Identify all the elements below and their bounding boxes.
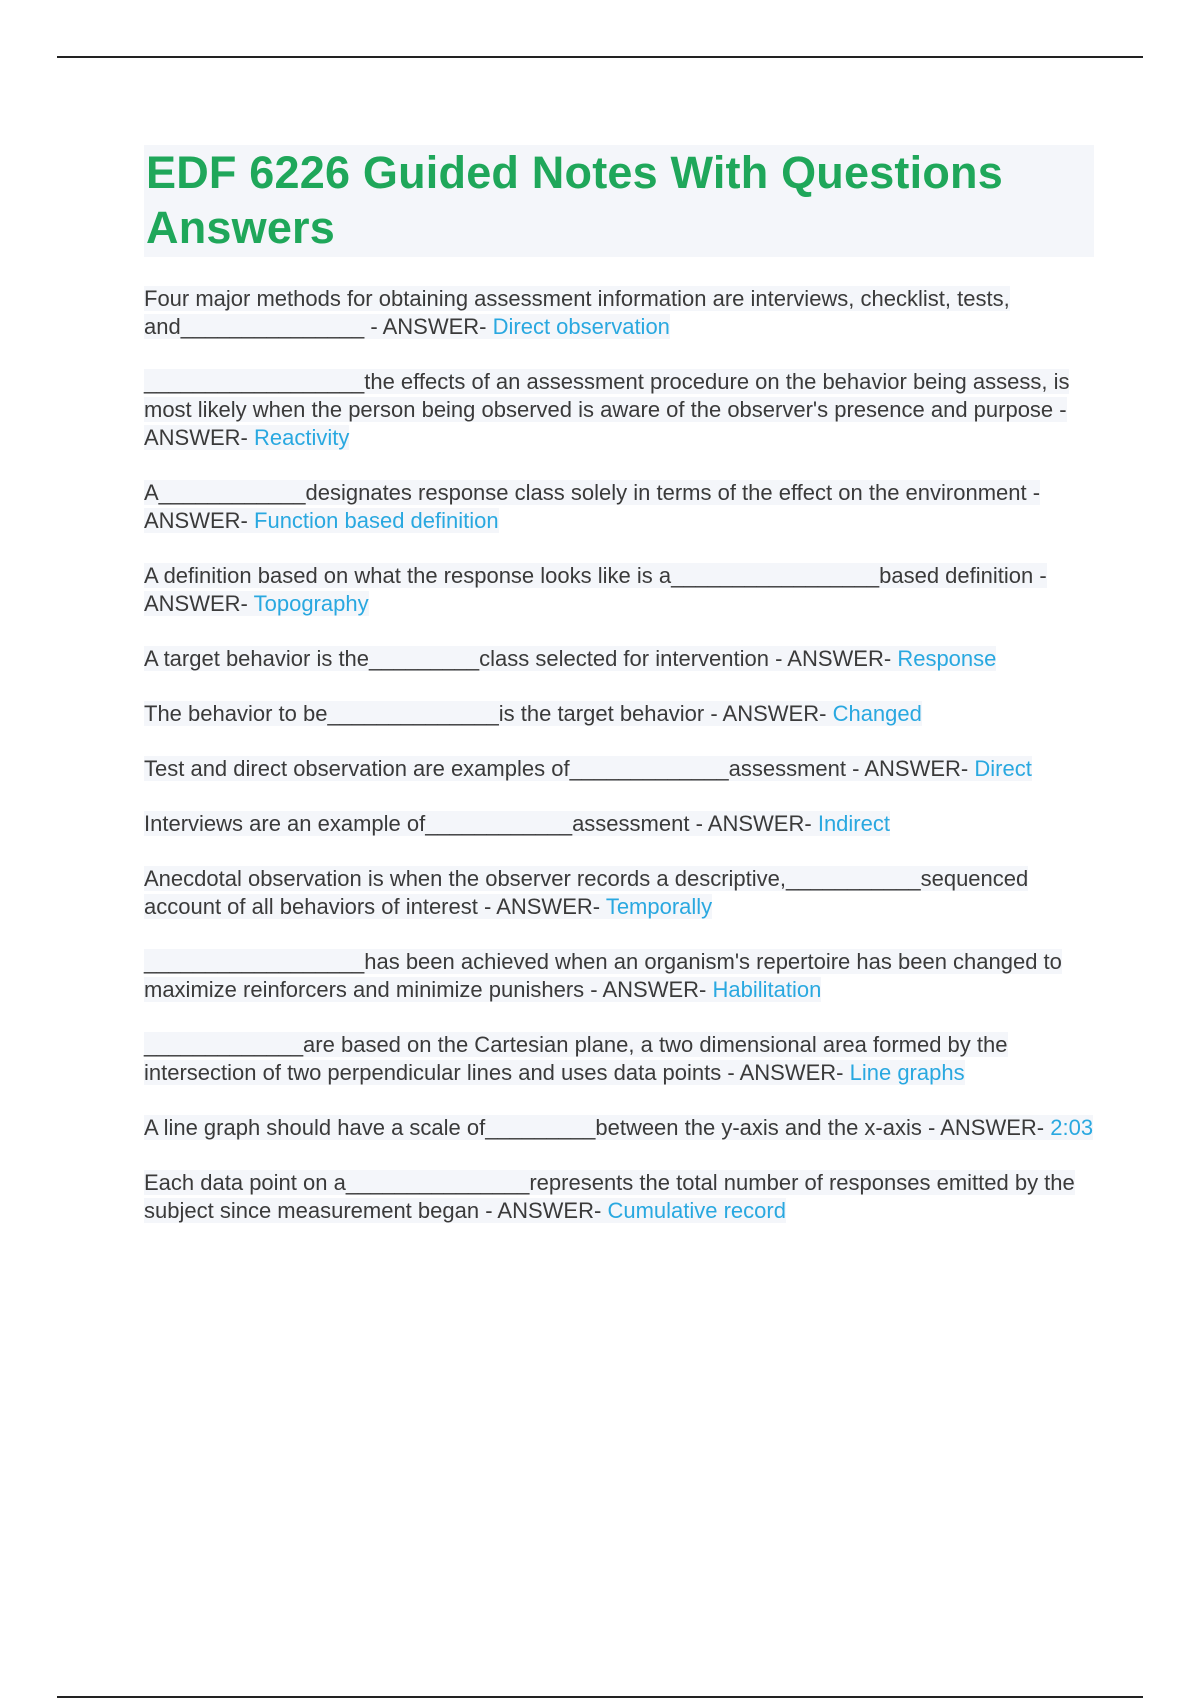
answer-prefix: - ANSWER- <box>710 701 827 726</box>
qa-text <box>144 1170 1075 1223</box>
question-text: Test and direct observation are examples of_____________assessment <box>144 756 853 781</box>
qa-text <box>144 563 1047 616</box>
bottom-rule <box>57 1696 1143 1698</box>
answer-prefix: - ANSWER- <box>695 811 812 836</box>
answer-prefix: - ANSWER- <box>485 1198 602 1223</box>
qa-item-9 <box>144 865 1094 921</box>
qa-list <box>144 285 1094 1225</box>
question-text: A definition based on what the response looks like is a_________________based definition <box>144 563 1040 588</box>
answer-text: Habilitation <box>712 977 822 1002</box>
answer-text: Direct observation <box>492 314 670 339</box>
answer-text: Cumulative record <box>607 1198 786 1223</box>
qa-item-6 <box>144 700 1094 728</box>
answer-prefix: - ANSWER- <box>590 977 707 1002</box>
document-title: EDF 6226 Guided Notes With Questions Answers <box>146 147 1003 253</box>
answer-prefix: - ANSWER- <box>727 1060 844 1085</box>
question-text: __________________has been achieved when an organism's repertoire has been changed to maximize reinforcers and minimize punishers <box>144 949 1062 1002</box>
top-rule <box>57 56 1143 58</box>
answer-text: Temporally <box>605 894 713 919</box>
answer-text: Changed <box>832 701 922 726</box>
qa-item-1 <box>144 285 1094 341</box>
qa-text <box>144 286 1010 339</box>
qa-text <box>144 866 1028 919</box>
qa-text <box>144 480 1040 533</box>
question-text: A line graph should have a scale of_________between the y-axis and the x-axis <box>144 1115 928 1140</box>
document-body <box>144 145 1094 1252</box>
question-text: A target behavior is the_________class selected for intervention <box>144 646 776 671</box>
qa-item-7 <box>144 755 1094 783</box>
qa-text <box>144 811 890 836</box>
qa-item-5 <box>144 645 1094 673</box>
qa-text <box>144 646 996 671</box>
question-text: Each data point on a_______________represents the total number of responses emitted by the subject since measurement began <box>144 1170 1075 1223</box>
question-text: Interviews are an example of____________assessment <box>144 811 696 836</box>
qa-text <box>144 1032 1008 1085</box>
qa-item-8 <box>144 810 1094 838</box>
answer-prefix: - ANSWER- <box>370 314 487 339</box>
answer-text: Reactivity <box>254 425 350 450</box>
answer-text: 2:03 <box>1050 1115 1094 1140</box>
title-block <box>144 145 1094 257</box>
answer-prefix: - ANSWER- <box>852 756 969 781</box>
question-text: Four major methods for obtaining assessment information are interviews, checklist, tests, and_______________ <box>144 286 1010 339</box>
qa-item-13 <box>144 1169 1094 1225</box>
qa-text <box>144 369 1069 450</box>
qa-item-3 <box>144 479 1094 535</box>
question-text: _____________are based on the Cartesian plane, a two dimensional area formed by the intersection of two perpendicular lines and uses data points <box>144 1032 1008 1085</box>
question-text: A____________designates response class solely in terms of the effect on the environment <box>144 480 1033 505</box>
qa-item-2 <box>144 368 1094 452</box>
answer-prefix: - ANSWER- <box>144 480 1041 533</box>
answer-text: Response <box>897 646 997 671</box>
qa-item-11 <box>144 1031 1094 1087</box>
question-text: Anecdotal observation is when the observer records a descriptive,___________sequenced account of all behaviors of interest <box>144 866 1029 919</box>
qa-item-10 <box>144 948 1094 1004</box>
answer-prefix: - ANSWER- <box>775 646 892 671</box>
qa-item-4 <box>144 562 1094 618</box>
answer-text: Topography <box>253 591 369 616</box>
qa-text <box>144 756 1032 781</box>
answer-text: Line graphs <box>849 1060 965 1085</box>
qa-text <box>144 949 1062 1002</box>
qa-item-12 <box>144 1114 1094 1142</box>
answer-prefix: - ANSWER- <box>927 1115 1045 1140</box>
answer-prefix: - ANSWER- <box>144 397 1067 450</box>
question-text: __________________the effects of an assessment procedure on the behavior being assess, is most likely when the person being observed is aware of the observer's presence and purpose <box>144 369 1070 422</box>
answer-text: Indirect <box>817 811 890 836</box>
qa-text <box>144 1115 1093 1140</box>
answer-prefix: - ANSWER- <box>144 563 1047 616</box>
answer-prefix: - ANSWER- <box>483 894 601 919</box>
answer-text: Function based definition <box>254 508 499 533</box>
qa-text <box>144 701 922 726</box>
answer-text: Direct <box>974 756 1032 781</box>
question-text: The behavior to be______________is the target behavior <box>144 701 711 726</box>
